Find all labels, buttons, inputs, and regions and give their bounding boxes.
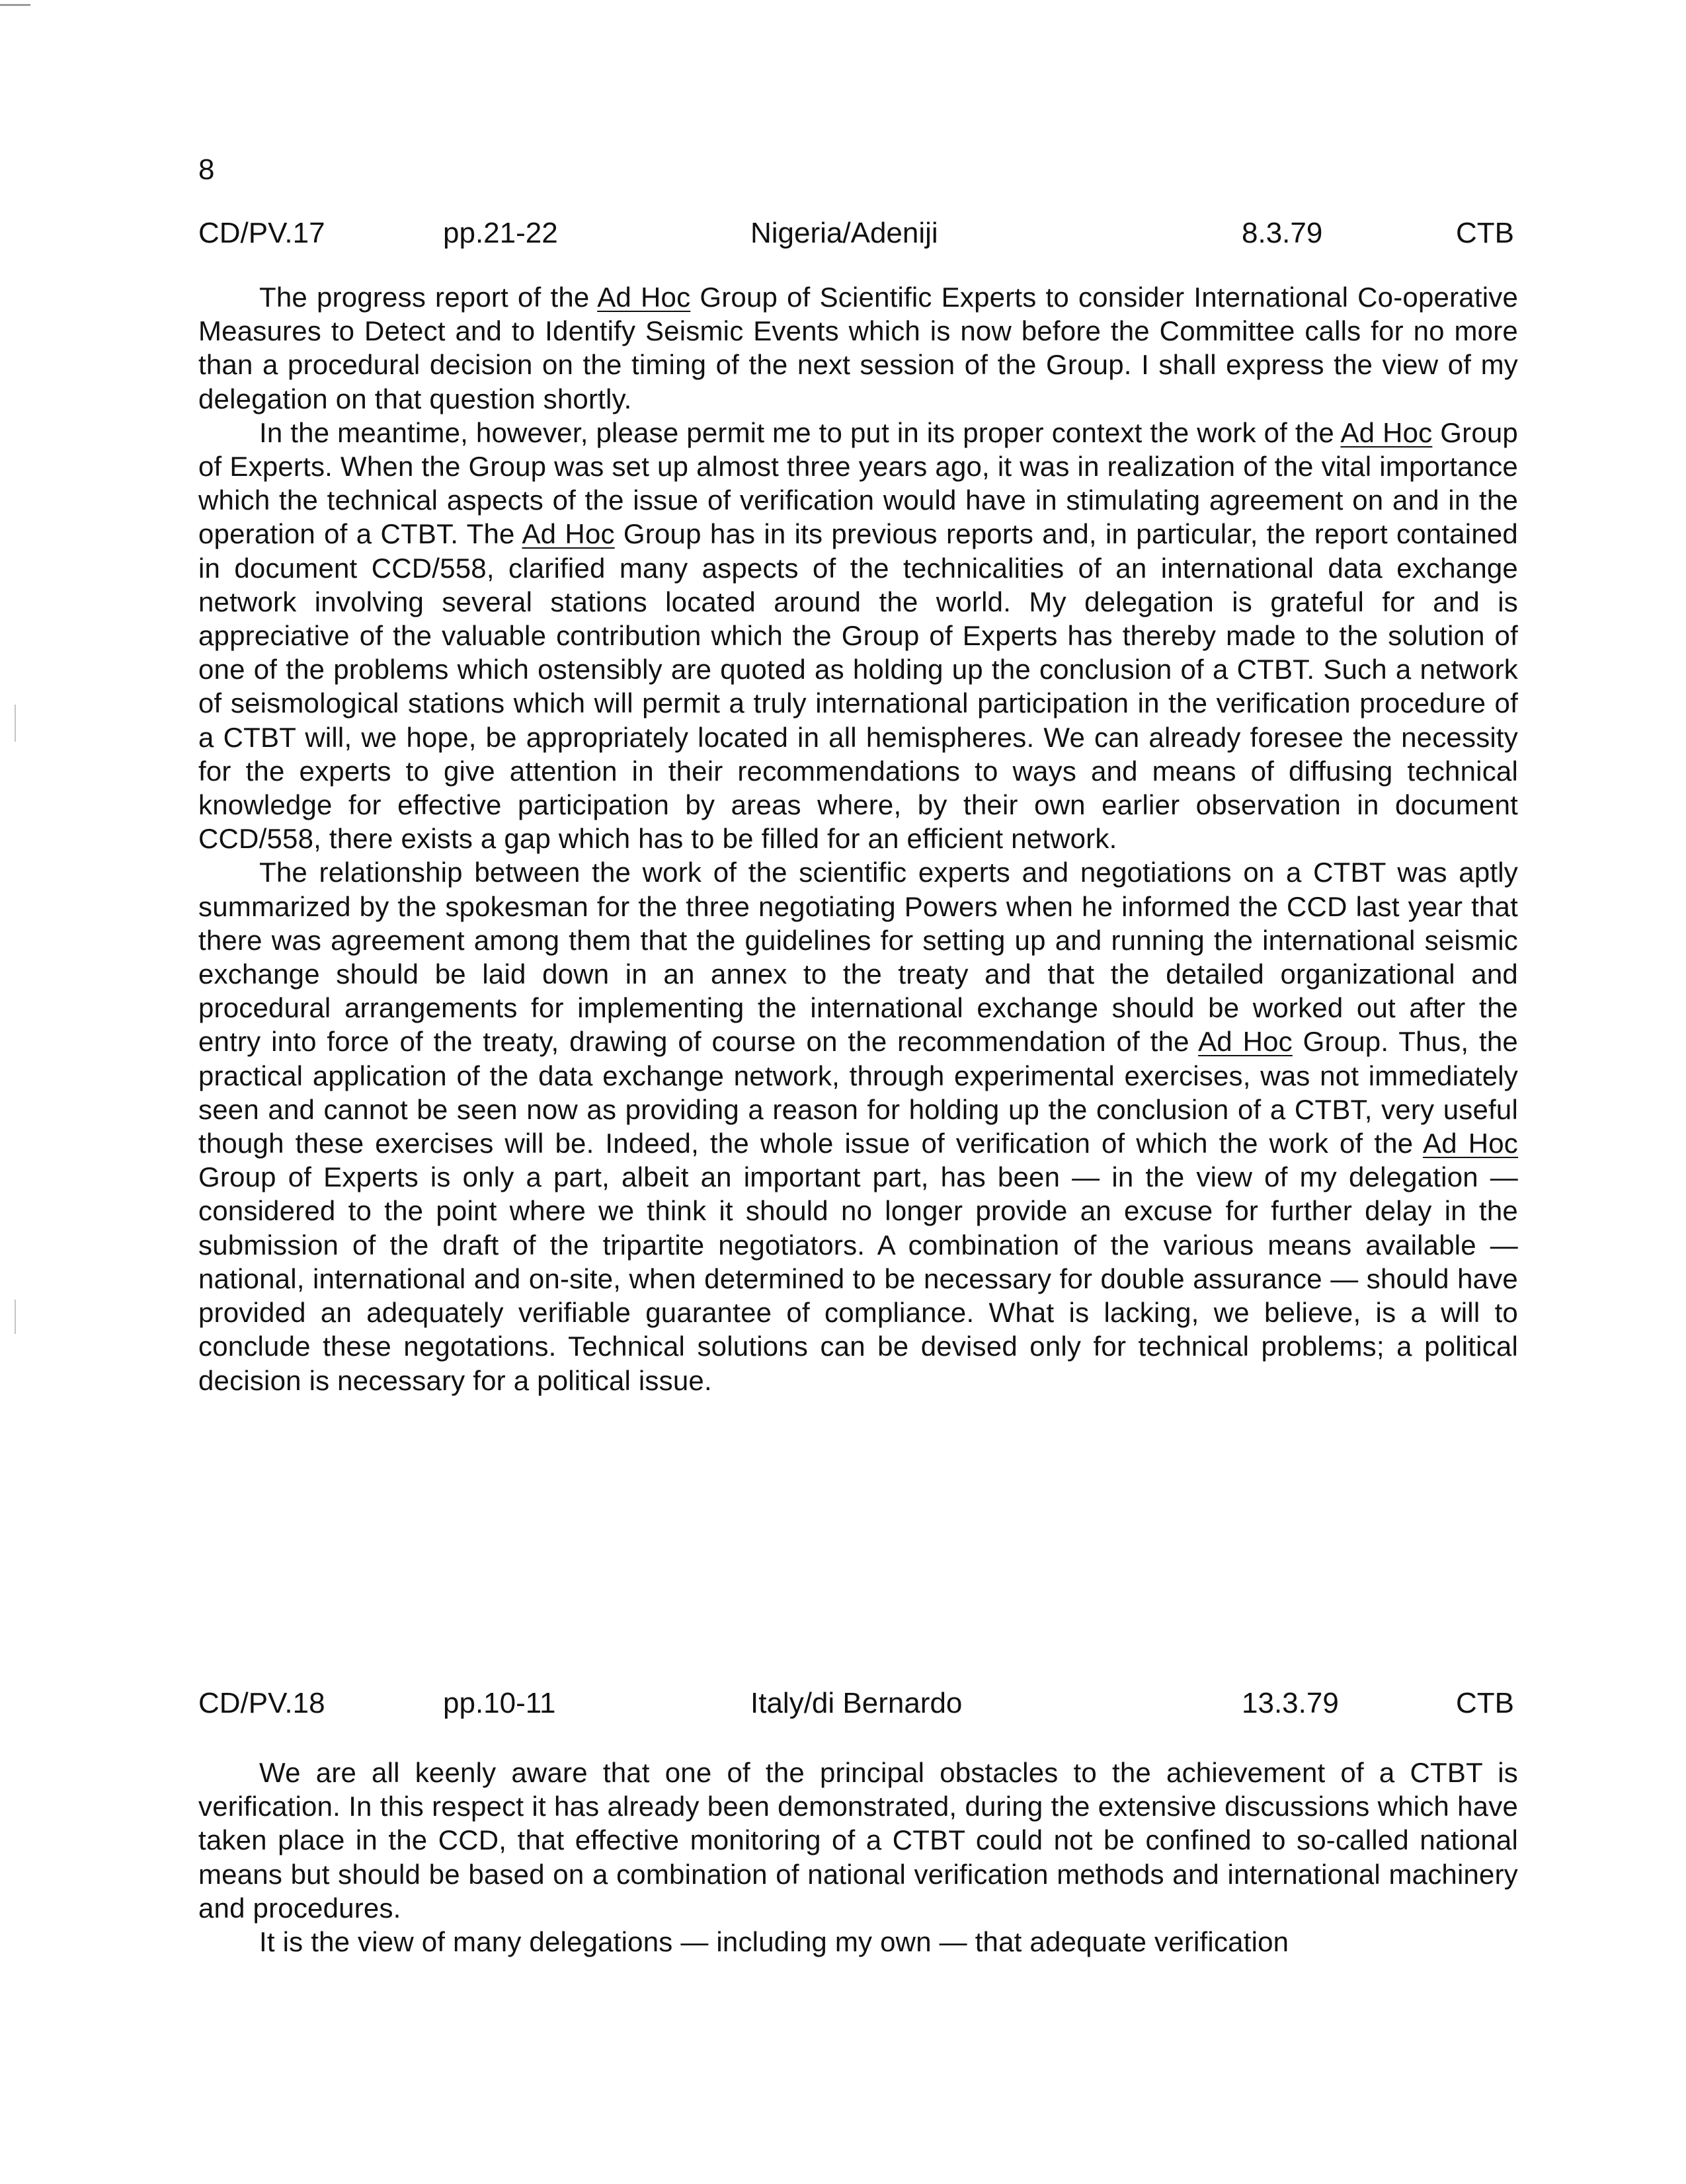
entry-header — [198, 217, 1514, 256]
text-run: It is the view of many delegations — including my own — that adequate verification — [259, 1926, 1289, 1958]
scan-mark — [0, 4, 30, 6]
paragraph — [198, 1925, 1518, 1959]
document-reference: CD/PV.17 — [198, 217, 325, 249]
page-range: pp.10-11 — [443, 1687, 556, 1719]
speaker: Nigeria/Adeniji — [750, 217, 938, 249]
date: 13.3.79 — [1242, 1687, 1339, 1719]
text-run: Group. Thus, the practical application of the data exchange network, through experimental exercises, was not immediately seen and cannot be seen now as providing a reason for holding up the conclusion of a CTBT, very useful though these exercises will be. Indeed, the whole issue of verification of which the work of the — [198, 1026, 1518, 1159]
text-run: In the meantime, however, please permit me to put in its proper context the work of the — [259, 416, 1341, 448]
underlined-term: Ad Hoc — [522, 518, 615, 550]
entry-body — [198, 280, 1518, 1397]
text-run: Group has in its previous reports and, in particular, the report contained in document CCD/558, clarified many aspects of the technicalities of an international data exchange network involving several stations located around the world. My delegation is grateful for and is appreciative of the valuable contribution which the Group of Experts has thereby made to the solution of one of the problems which ostensibly are quoted as holding up the conclusion of a CTBT. Such a network of seismological stations which will permit a truly international participation in the verification procedure of a CTBT will, we hope, be appropriately located in all hemispheres. We can already foresee the necessity for the experts to give attention in their recommendations to ways and means of diffusing technical knowledge for effective participation by areas where, by their own earlier observation in document CCD/558, there exists a gap which has to be filled for an efficient network. — [198, 518, 1518, 855]
text-run: Group of Scientific Experts to consider International Co-operative Measures to Detect and to Identify Seismic Events which is now before the Committee calls for no more than a procedural decision on the timing of the next session of the Group. I shall express the view of my delegation on that question shortly. — [198, 282, 1518, 414]
entry-body — [198, 1756, 1518, 1959]
scan-mark — [15, 705, 16, 742]
text-run: We are all keenly aware that one of the principal obstacles to the achievement of a CTBT is verification. In this respect it has already been demonstrated, during the extensive discussions which have taken place in the CCD, that effective monitoring of a CTBT could not be confined to so-called national means but should be based on a combination of national verification methods and international machinery and procedures. — [198, 1757, 1518, 1924]
page-number: 8 — [198, 153, 215, 186]
speaker: Italy/di Bernardo — [750, 1687, 963, 1719]
underlined-term: Ad Hoc — [1422, 1128, 1518, 1159]
topic-code: CTB — [1456, 217, 1514, 249]
date: 8.3.79 — [1242, 217, 1323, 249]
entry-header — [198, 1687, 1514, 1727]
document-reference: CD/PV.18 — [198, 1687, 325, 1719]
topic-code: CTB — [1456, 1687, 1514, 1719]
paragraph — [198, 280, 1518, 416]
underlined-term: Ad Hoc — [597, 282, 691, 313]
text-run: The relationship between the work of the scientific experts and negotiations on a CTBT was aptly summarized by the spokesman for the three negotiating Powers when he informed the CCD last year that there was agreement among them that the guidelines for setting up and running the international seismic exchange should be laid down in an annex to the treaty and that the detailed organizational and procedural arrangements for implementing the international exchange should be worked out after the entry into force of the treaty, drawing of course on the recommendation of the — [198, 857, 1518, 1058]
text-run: The progress report of the — [259, 282, 598, 313]
paragraph — [198, 1756, 1518, 1925]
text-run: Group of Experts. When the Group was set up almost three years ago, it was in realization of the vital importance which the technical aspects of the issue of verification would have in stimulating agreement on and in the operation of a CTBT. The — [198, 416, 1518, 550]
underlined-term: Ad Hoc — [1340, 416, 1433, 448]
paragraph — [198, 416, 1518, 856]
page-range: pp.21-22 — [443, 217, 558, 249]
paragraph — [198, 855, 1518, 1397]
text-run: Group of Experts is only a part, albeit an important part, has been — in the view of my delegation — considered to the point where we think it should no longer provide an excuse for further delay in the submission of the draft of the tripartite negotiators. A combination of the various means available — national, international and on-site, when determined to be necessary for double assurance — should have provided an adequately verifiable guarantee of compliance. What is lacking, we believe, is a will to conclude these negotations. Technical solutions can be devised only for technical problems; a political decision is necessary for a political issue. — [198, 1161, 1518, 1396]
underlined-term: Ad Hoc — [1198, 1026, 1293, 1058]
scan-mark — [15, 1300, 16, 1334]
